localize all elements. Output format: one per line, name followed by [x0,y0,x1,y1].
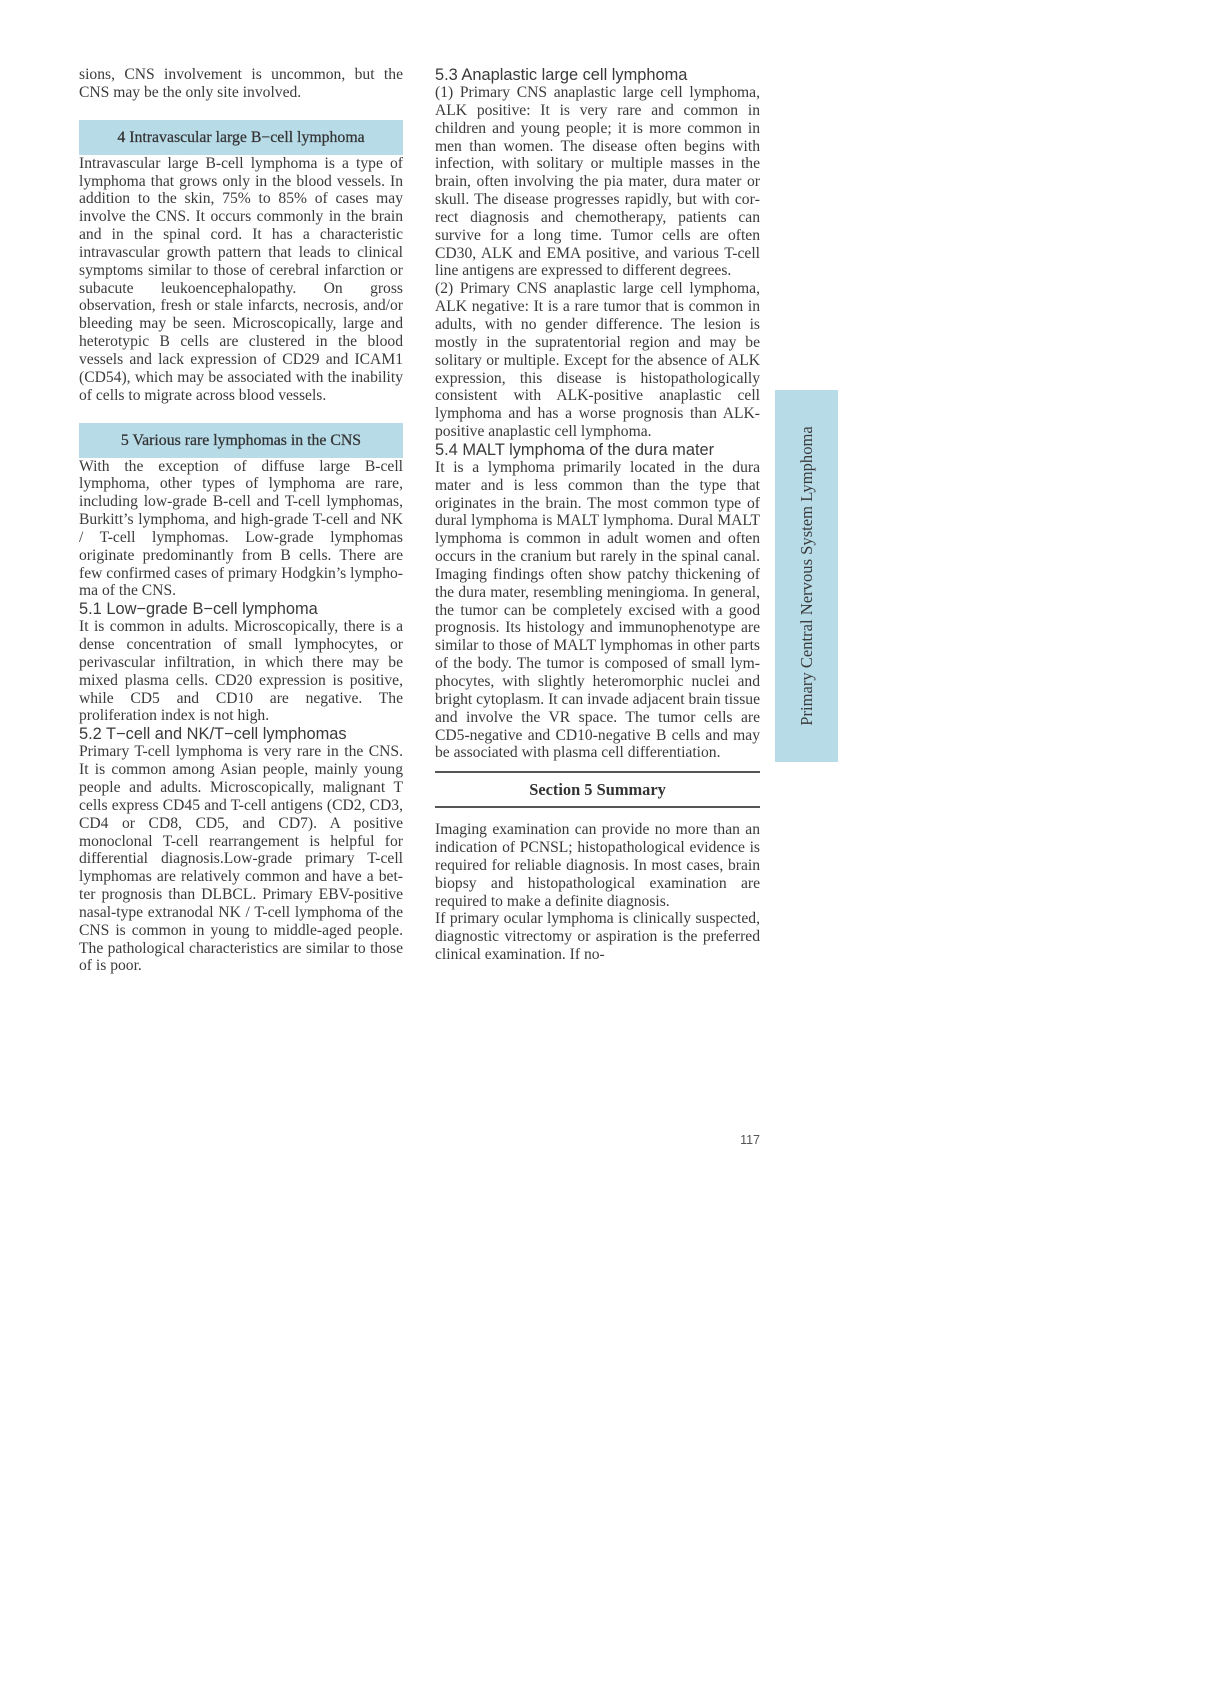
section-5-2-body: Primary T-cell lymphoma is very rare in the CNS. It is common among Asian people, mainly young people and adults. Microscopically, malignant T cells express CD45 and T-cell antigens (CD2, CD3, CD4 or CD8, CD5, and CD7). A positive monoclonal T-cell rearrangement is helpful for differential diagnosis.Low-grade primary T-cell lymphomas are relatively common and have a better prognosis than DLBCL. Primary EBV-positive nasal-type extranodal NK / T-cell lymphoma of the CNS is common in young to middle-aged people. The pathological characteristics are similar to those of is poor. [79,743,403,975]
section-5-3-para-2: (2) Primary CNS anaplastic large cell lymphoma, ALK negative: It is a rare tumor that is common in adults, with no gender difference. The lesion is mostly in the supratentorial region and may be solitary or multiple. Except for the absence of ALK expression, this disease is histopathologically consistent with ALK-positive anaplastic cell lymphoma and has a worse prognosis than ALK-positive anaplastic cell lymphoma. [435,280,760,441]
section-5-4-body: It is a lymphoma primarily located in the dura mater and is less common than the type that originates in the brain. The most common type of dural lymphoma is MALT lymphoma. Dural MALT lymphoma is common in adult women and often occurs in the cranium but rarely in the spinal canal. Imaging findings often show patchy thickening of the dura mater, resembling meningioma. In general, the tumor can be completely excised with a good prognosis. Its histology and immunophenotype are similar to those of MALT lymphomas in other parts of the body. The tumor is composed of small lymphocytes, with slightly heteromorphic nuclei and bright cytoplasm. It can invade adjacent brain tissue and involve the VR space. The tumor cells are CD5-negative and CD10-negative B cells and may be associated with plasma cell differentiation. [435,458,760,762]
summary-para-1: Imaging examination can provide no more than an indication of PCNSL; histopathological evidence is required for reliable diagnosis. In most cases, brain biopsy and histopathological examination are required to make a definite diagnosis. [435,821,760,910]
chapter-side-tab [775,390,838,762]
summary-para-2: If primary ocular lymphoma is clinically suspected, diagnostic vitrectomy or aspiration is the preferred clinical examination. If no- [435,910,760,964]
intro-continuation: sions, CNS involvement is uncommon, but the CNS may be the only site involved. [79,66,403,101]
chapter-side-tab-label: Primary Central Nervous System Lymphoma [796,426,816,726]
section-5-1-body: It is common in adults. Microscopically, there is a dense concentration of small lymphocytes, or perivascular infiltration, in which there may be mixed plasma cells. CD20 expression is positive, while CD5 and CD10 are negative. The proliferation index is not high. [79,618,403,725]
right-column [435,66,760,964]
section-4-heading: 4 Intravascular large B−cell lymphoma [79,120,403,155]
section-5-3-para-1: (1) Primary CNS anaplastic large cell lymphoma, ALK positive: It is very rare and common in children and young people; it is more common in men than women. The disease often begins with infection, with solitary or multiple masses in the brain, often involving the pia mater, dura mater or skull. The disease progresses rapidly, but with correct diagnosis and chemotherapy, patients can survive for a long time. Tumor cells are often CD30, ALK and EMA positive, and various T-cell line antigens are expressed to different degrees. [435,84,760,280]
section-5-3-heading: 5.3 Anaplastic large cell lymphoma [435,66,688,84]
section-5-4-heading: 5.4 MALT lymphoma of the dura mater [435,440,715,459]
section-5-heading: 5 Various rare lymphomas in the CNS [79,423,403,458]
section-5-2-heading: 5.2 T−cell and NK/T−cell lymphomas [79,725,347,744]
summary-heading: Section 5 Summary [435,771,760,808]
section-4-body: Intravascular large B-cell lymphoma is a type of lymphoma that grows only in the blood vessels. In addition to the skin, 75% to 85% of cases may involve the CNS. It occurs commonly in the brain and in the spinal cord. It has a characteristic intravascular growth pattern that leads to clinical symptoms similar to those of cerebral infarction or subacute leukoencephalopathy. On gross observation, fresh or stale infarcts, necrosis, and/or bleeding may be seen. Microscopically, large and heterotypic B cells are clustered in the blood vessels and lack expression of CD29 and ICAM1 (CD54), which may be associated with the inability of cells to migrate across blood vessels. [79,154,403,404]
page-number: 117 [740,1133,760,1147]
section-5-1-heading: 5.1 Low−grade B−cell lymphoma [79,600,318,619]
left-column [79,66,403,975]
section-5-body: With the exception of diffuse large B-cell lymphoma, other types of lymphoma are rare, including low-grade B-cell and T-cell lymphomas, Burkitt’s lymphoma, and high-grade T-cell and NK / T-cell lymphomas. Low-grade lymphomas originate predominantly from B cells. There are few confirmed cases of primary Hodgkin’s lymphoma of the CNS. [79,457,403,600]
